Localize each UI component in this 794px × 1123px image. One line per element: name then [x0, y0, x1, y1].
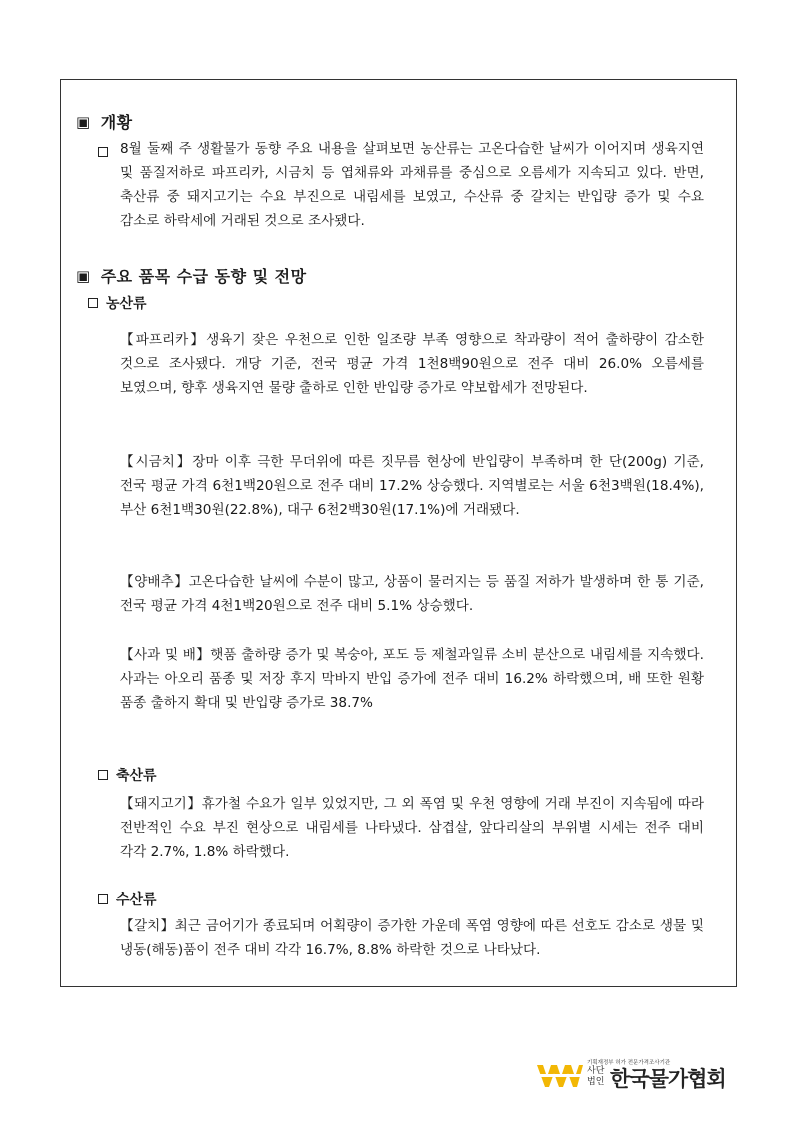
agri-item-paprika [120, 328, 704, 400]
heading-marker-icon: ▣ [76, 266, 91, 285]
agri-item-spinach [120, 450, 704, 522]
main-heading [76, 264, 307, 287]
item-tag: 【돼지고기】 [120, 796, 202, 812]
heading-marker-icon: ▣ [76, 112, 91, 131]
overview-heading-text: 개황 [100, 113, 133, 132]
footer-org-type: 사단법인 [587, 1066, 605, 1087]
overview-bullet-icon [98, 142, 110, 161]
item-tag: 【시금치】 [120, 454, 193, 470]
fishery-item-hairtail [120, 914, 704, 962]
livestock-heading-text: 축산류 [116, 768, 157, 784]
organization-logo-icon [537, 1063, 583, 1089]
item-tag: 【파프리카】 [120, 332, 207, 348]
logo-mark [537, 1065, 583, 1087]
agri-item-cabbage [120, 570, 704, 618]
item-tag: 【갈치】 [120, 918, 175, 934]
main-heading-text: 주요 품목 수급 동향 및 전망 [100, 267, 307, 286]
item-text: 최근 금어기가 종료되며 어획량이 증가한 가운데 폭염 영향에 따른 선호도 감소로 생물 및 냉동(해동)품이 전주 대비 각각 16.7%, 8.8% 하락한 것으로 나타났다. [120, 918, 705, 958]
item-text: 생육기 잦은 우천으로 인한 일조량 부족 영향으로 착과량이 적어 출하량이 감소한 것으로 조사됐다. 개당 기준, 전국 평균 가격 1천8백90원으로 전주 대비 26.0% 오름세를 보였으며, 향후 생육지연 물량 출하로 인한 반입량 증가로 약보합세가 전망된다. [120, 332, 704, 396]
overview-paragraph: 8월 둘째 주 생활물가 동향 주요 내용을 살펴보면 농산류는 고온다습한 날씨가 이어지며 생육지연 및 품질저하로 파프리카, 시금치 등 엽채류와 과채류를 중심으로 오름세가 지속되고 있다. 반면, 축산류 중 돼지고기는 수요 부진으로 내림세를 보였고, 수산류 중 갈치는 반입량 증가 및 수요 감소로 하락세에 거래된 것으로 조사됐다. [120, 141, 704, 229]
item-tag: 【양배추】 [120, 574, 189, 590]
item-text: 햇품 출하량 증가 및 복숭아, 포도 등 제철과일류 소비 분산으로 내림세를 지속했다. 사과는 아오리 품종 및 저장 후지 막바지 반입 증가에 전주 대비 16.2% 하락했으며, 배 또한 원황 품종 출하지 확대 및 반입량 증가로 38.7% [120, 647, 705, 711]
agri-heading [88, 293, 147, 313]
livestock-heading [98, 765, 157, 785]
item-text: 고온다습한 날씨에 수분이 많고, 상품이 물러지는 등 품질 저하가 발생하며 한 통 기준, 전국 평균 가격 4천1백20원으로 전주 대비 5.1% 상승했다. [120, 574, 704, 614]
footer-logo [537, 1058, 742, 1092]
item-text: 장마 이후 극한 무더위에 따른 짓무름 현상에 반입량이 부족하며 한 단(200g) 기준, 전국 평균 가격 6천1백20원으로 전주 대비 17.2% 상승했다. 지역별로는 서울 6천3백원(18.4%), 부산 6천1백30원(22.8%), 대구 6천2백30원(17.1%)에 거래됐다. [120, 454, 704, 518]
item-text: 휴가철 수요가 일부 있었지만, 그 외 폭염 및 우천 영향에 거래 부진이 지속됨에 따라 전반적인 수요 부진 현상으로 내림세를 나타냈다. 삼겹살, 앞다리살의 부위별 시세는 전주 대비 각각 2.7%, 1.8% 하락했다. [120, 796, 704, 860]
checkbox-icon [88, 298, 98, 308]
overview-heading [76, 110, 133, 133]
fishery-heading-text: 수산류 [116, 892, 157, 908]
footer-tagline: 기획재정부 허가 전문가격조사기관 [587, 1060, 671, 1066]
footer-org-name: 한국물가협회 [610, 1067, 726, 1091]
livestock-item-pork [120, 792, 704, 864]
agri-heading-text: 농산류 [106, 296, 147, 312]
agri-item-apple-pear [120, 643, 704, 715]
checkbox-icon [98, 894, 108, 904]
checkbox-icon [98, 770, 108, 780]
item-tag: 【사과 및 배】 [120, 647, 211, 663]
fishery-heading [98, 889, 157, 909]
